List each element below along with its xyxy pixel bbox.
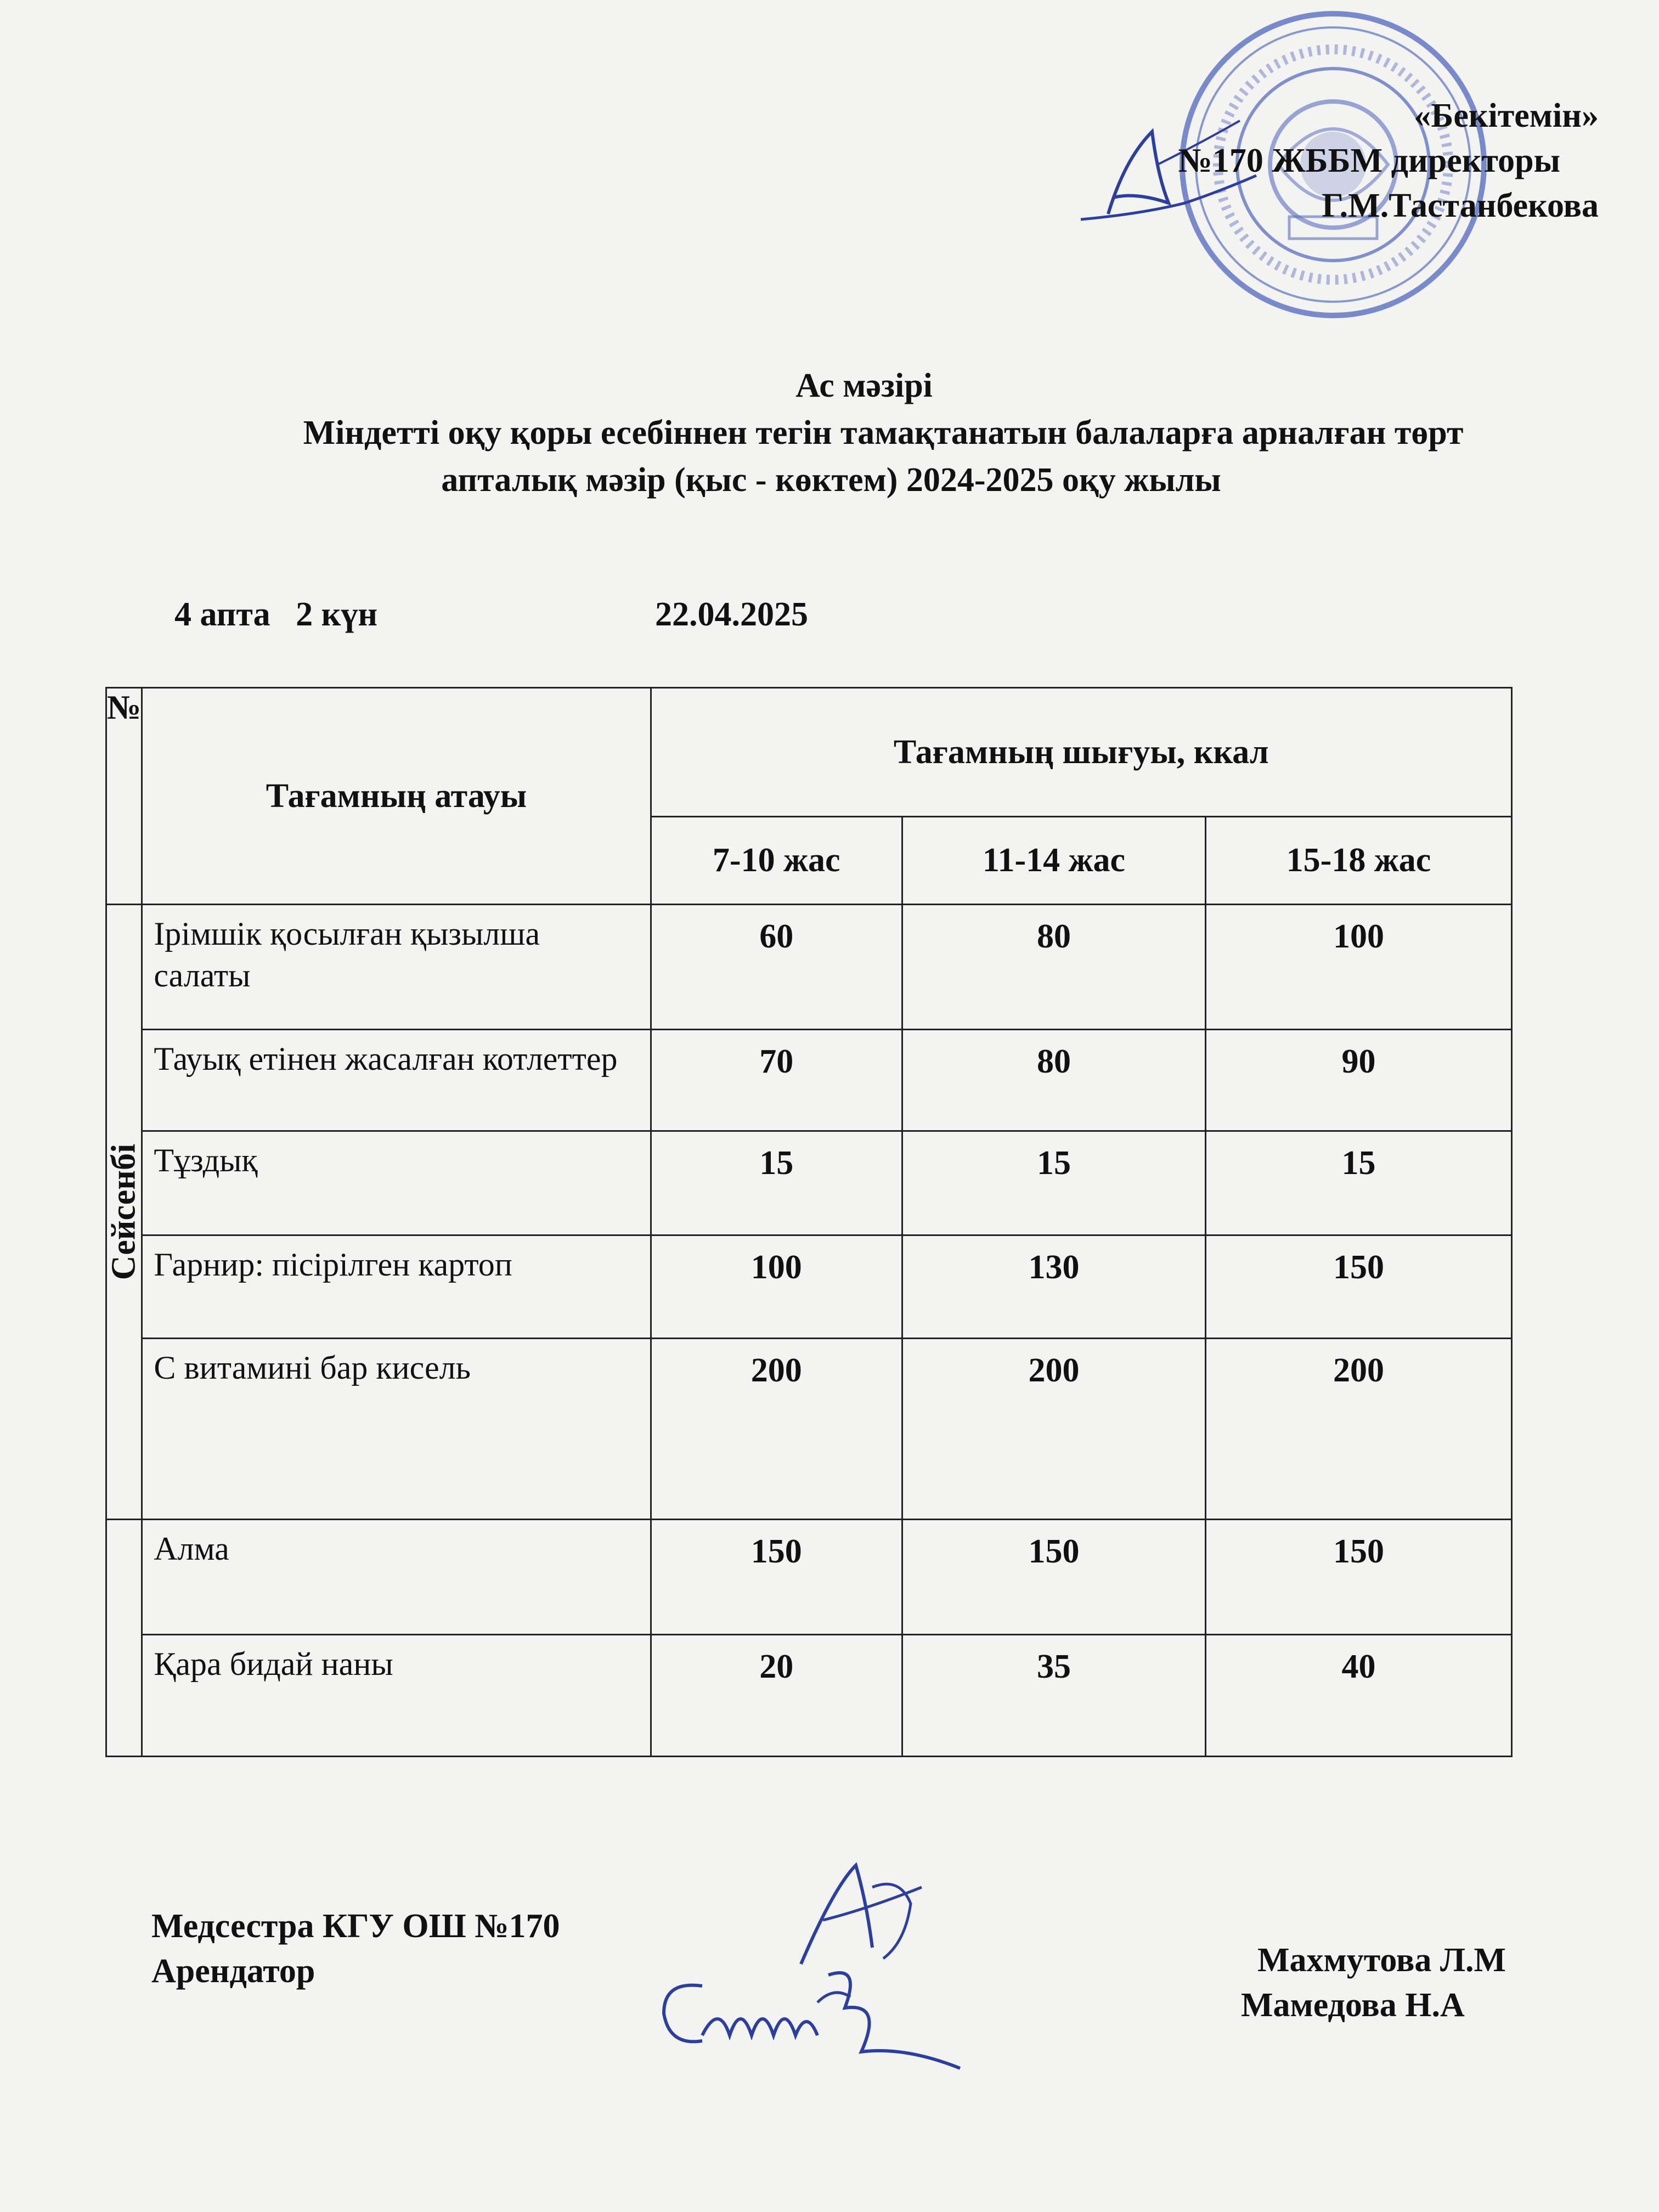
table-row bbox=[106, 1030, 1512, 1131]
approval-position: №170 ЖББМ директоры bbox=[1178, 142, 1560, 179]
table-row bbox=[106, 1235, 1512, 1339]
value-cell: 200 bbox=[1205, 1339, 1511, 1520]
footer-tenant-title: Арендатор bbox=[151, 1953, 315, 1990]
footer-nurse-title: Медсестра КГУ ОШ №170 bbox=[151, 1908, 560, 1945]
dish-name: Тұздық bbox=[142, 1131, 651, 1235]
value-cell: 200 bbox=[651, 1339, 902, 1520]
footer-right bbox=[1241, 1938, 1506, 2028]
approval-block bbox=[1178, 93, 1599, 228]
value-cell: 80 bbox=[902, 905, 1205, 1030]
dish-name: Қара бидай наны bbox=[142, 1635, 651, 1757]
value-cell: 60 bbox=[651, 905, 902, 1030]
value-cell: 40 bbox=[1205, 1635, 1511, 1757]
day-label: Сейсенбі bbox=[105, 1143, 143, 1280]
footer-left bbox=[151, 1904, 560, 1994]
menu-table bbox=[105, 687, 1513, 1757]
table-row bbox=[106, 1520, 1512, 1635]
number-header: № bbox=[106, 688, 142, 905]
age-group-header: 15-18 жас bbox=[1205, 817, 1511, 905]
value-cell: 35 bbox=[902, 1635, 1205, 1757]
dish-name-header: Тағамның атауы bbox=[142, 688, 651, 905]
value-cell: 90 bbox=[1205, 1030, 1511, 1131]
week-info bbox=[174, 595, 808, 634]
value-cell: 100 bbox=[1205, 905, 1511, 1030]
age-group-header: 11-14 жас bbox=[902, 817, 1205, 905]
day-cell-empty bbox=[106, 1520, 142, 1757]
value-cell: 20 bbox=[651, 1635, 902, 1757]
value-cell: 150 bbox=[1205, 1235, 1511, 1339]
value-cell: 150 bbox=[651, 1520, 902, 1635]
approval-name: Г.М.Тастанбекова bbox=[1322, 187, 1599, 224]
week-date: 22.04.2025 bbox=[655, 596, 808, 633]
dish-name: Алма bbox=[142, 1520, 651, 1635]
footer-nurse-name: Махмутова Л.М bbox=[1257, 1942, 1506, 1979]
value-cell: 200 bbox=[902, 1339, 1205, 1520]
value-cell: 80 bbox=[902, 1030, 1205, 1131]
dish-name: Тауық етінен жасалған котлеттер bbox=[142, 1030, 651, 1131]
table-header-row bbox=[106, 688, 1512, 817]
value-cell: 130 bbox=[902, 1235, 1205, 1339]
value-cell: 150 bbox=[902, 1520, 1205, 1635]
value-cell: 100 bbox=[651, 1235, 902, 1339]
title-line-2: апталық мәзір (қыс - көктем) 2024-2025 оқу жылы bbox=[441, 461, 1221, 499]
dish-name: Гарнир: пісірілген картоп bbox=[142, 1235, 651, 1339]
value-cell: 15 bbox=[651, 1131, 902, 1235]
output-header: Тағамның шығуы, ккал bbox=[651, 688, 1511, 817]
value-cell: 150 bbox=[1205, 1520, 1511, 1635]
table-row bbox=[106, 905, 1512, 1030]
title-main: Ас мәзірі bbox=[795, 367, 933, 404]
value-cell: 70 bbox=[651, 1030, 902, 1131]
table-row bbox=[106, 1635, 1512, 1757]
day-cell bbox=[106, 905, 142, 1520]
dish-name: Ірімшік қосылған қызылша салаты bbox=[142, 905, 651, 1030]
footer-tenant-name: Мамедова Н.А bbox=[1241, 1987, 1465, 2024]
title-line-1: Міндетті оқу қоры есебіннен тегін тамақтанатын балаларға арналған төрт bbox=[303, 414, 1464, 452]
document-title bbox=[165, 362, 1602, 504]
dish-name: С витамині бар кисель bbox=[142, 1339, 651, 1520]
value-cell: 15 bbox=[902, 1131, 1205, 1235]
age-group-header: 7-10 жас bbox=[651, 817, 902, 905]
value-cell: 15 bbox=[1205, 1131, 1511, 1235]
week-label: 4 апта 2 күн bbox=[174, 596, 378, 633]
tenant-signature bbox=[653, 1942, 971, 2085]
table-row bbox=[106, 1131, 1512, 1235]
table-row bbox=[106, 1339, 1512, 1520]
approval-label: «Бекітемін» bbox=[1414, 97, 1599, 134]
